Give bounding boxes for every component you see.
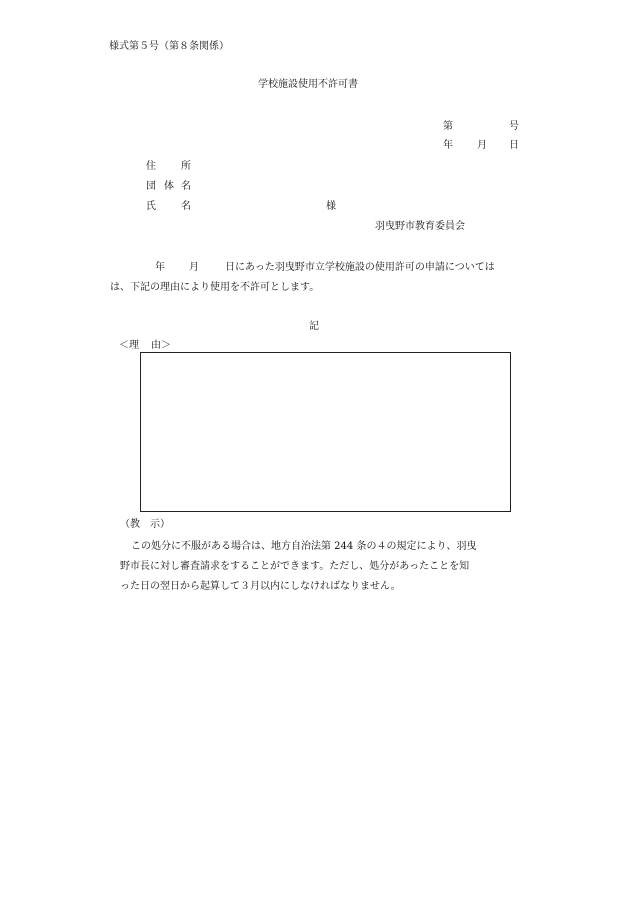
issuer: 羽曳野市教育委員会 xyxy=(375,221,465,232)
instruction-heading xyxy=(120,520,170,530)
instruction-heading-2: 示） xyxy=(150,519,170,530)
address-label-1: 住 xyxy=(146,161,156,172)
document-title: 学校施設使用不許可書 xyxy=(258,79,358,90)
form-number: 様式第５号（第８条関係） xyxy=(109,41,229,52)
issue-number-suffix: 号 xyxy=(509,121,519,132)
group-label-1: 団 xyxy=(146,181,156,192)
group-label-2: 体 xyxy=(164,181,174,192)
address-label-2: 所 xyxy=(181,161,191,172)
honorific: 様 xyxy=(326,201,336,212)
ki-heading: 記 xyxy=(309,321,319,332)
reason-heading-1: ＜理 xyxy=(119,340,139,351)
reason-heading xyxy=(119,341,171,351)
body-line-2: は、下記の理由により使用を不許可とします。 xyxy=(110,282,320,293)
body-date-year: 年 xyxy=(155,262,165,273)
instruction-line: った日の翌日から起算して３月以内にしなければなりません。 xyxy=(120,581,401,592)
group-label-3: 名 xyxy=(181,181,191,192)
issue-date-year: 年 xyxy=(443,140,453,151)
issue-number-prefix: 第 xyxy=(443,121,453,132)
reason-heading-2: 由＞ xyxy=(151,340,171,351)
issue-date-day: 日 xyxy=(509,140,519,151)
instruction-heading-1: （教 xyxy=(120,519,140,530)
body-date-month: 月 xyxy=(189,262,199,273)
body-line-1: 日にあった羽曳野市立学校施設の使用許可の申請については xyxy=(225,262,495,273)
name-label-1: 氏 xyxy=(146,201,156,212)
issue-date-month: 月 xyxy=(477,140,487,151)
instruction-line: 野市長に対し審査請求をすることができます。ただし、処分があったことを知 xyxy=(120,561,470,572)
name-label-2: 名 xyxy=(181,201,191,212)
reason-box xyxy=(140,352,511,512)
instruction-line: この処分に不服がある場合は、地方自治法第 244 条の４の規定により、羽曳 xyxy=(131,541,477,552)
